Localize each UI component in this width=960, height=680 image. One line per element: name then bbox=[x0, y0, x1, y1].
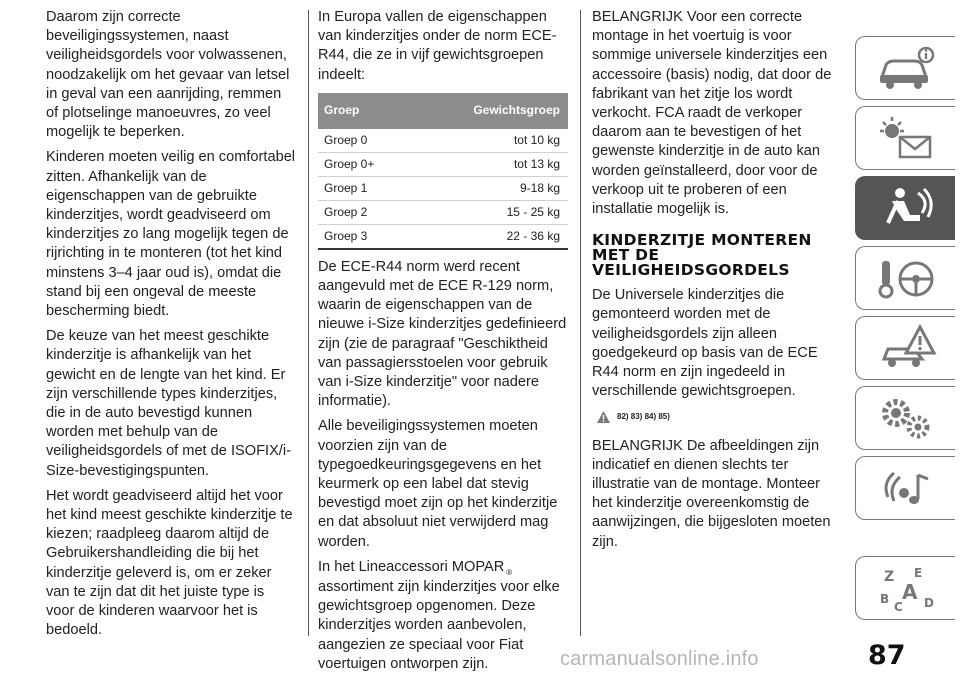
column-divider-left bbox=[308, 10, 309, 636]
paragraph-intro: In Europa vallen de eigenschappen van kinderzitjes onder de norm ECE-R44, die ze in vijf gewichtsgroepen indeelt: bbox=[318, 9, 557, 83]
paragraph: BELANGRIJK Voor een correcte montage in het voertuig is voor sommige universele kinderzitjes een accessoire (basis) nodig, dat door de fabrikant van het zitje los wordt verkocht. FCA raadt de verkoper daarom aan te bevestigen of het gewenste kinderzitje in de auto kan worden geïnstalleerd, door voor de verkoop uit te proberen of een installatie mogelijk is. bbox=[592, 9, 832, 218]
multimedia-music-icon bbox=[874, 463, 938, 513]
svg-text:C: C bbox=[893, 600, 903, 613]
paragraph bbox=[318, 558, 568, 674]
column-3 bbox=[592, 8, 842, 558]
breakdown-triangle-icon bbox=[874, 323, 938, 373]
tab-multimedia[interactable] bbox=[855, 456, 955, 520]
svg-text:A: A bbox=[901, 580, 917, 604]
header-weight: Gewichtsgroep bbox=[414, 93, 568, 129]
paragraph: BELANGRIJK De afbeeldingen zijn indicatief en dienen slechts ter illustratie van de montage. Monteer het kinderzitje overeenkomstig de aanwijzingen, die bijgesloten moeten zijn. bbox=[592, 437, 831, 550]
table-header-row bbox=[318, 93, 568, 129]
table-row bbox=[318, 200, 568, 224]
column-1 bbox=[46, 8, 296, 647]
svg-text:D: D bbox=[923, 596, 934, 610]
table-row bbox=[318, 129, 568, 153]
maintenance-gears-icon bbox=[874, 393, 938, 443]
paragraph: Daarom zijn correcte beveiligingssystemen, naast veiligheidsgordels voor volwassenen, noodzakelijk om het gevaar van letsel in geval van een aanrijding, remmen of plotselinge manoeuvres, zo veel mogelijk te beperken. bbox=[46, 9, 290, 141]
cell-group: Groep 3 bbox=[318, 224, 414, 249]
paragraph: Kinderen moeten veilig en comfortabel zitten. Afhankelijk van de eigenschappen van de gebruikte kinderzitjes, wordt geadviseerd om kinderzitjes zo lang mogelijk tegen de rijrichting in te monteren (tot het kind minstens 3–4 jaar oud is), omdat die stand bij een ongeval de meeste bescherming biedt. bbox=[46, 149, 296, 320]
cell-group: Groep 0 bbox=[318, 129, 414, 153]
tab-emergency[interactable] bbox=[855, 316, 955, 380]
paragraph: Het wordt geadviseerd altijd het voor het kind meest geschikte kinderzitje te kiezen; raadpleeg daarom altijd de Gebruikershandleiding die bij het kinderzitje geleverd is, om er zeker van te zijn dat dit het juiste type is voor de kinderen waarvoor het is bedoeld. bbox=[46, 487, 293, 639]
header-group: Groep bbox=[318, 93, 414, 129]
weight-group-table bbox=[318, 93, 568, 250]
tab-safety[interactable] bbox=[855, 176, 955, 240]
warning-reference bbox=[596, 407, 842, 426]
key-steering-wheel-icon bbox=[874, 253, 938, 303]
section-heading: KINDERZITJE MONTEREN MET DE VEILIGHEIDSGORDELS bbox=[592, 231, 812, 280]
mopar-lead: In het Lineaccessori MOPAR bbox=[318, 558, 505, 575]
cell-group: Groep 0+ bbox=[318, 152, 414, 176]
cell-weight: tot 10 kg bbox=[414, 129, 568, 153]
column-divider-right bbox=[580, 10, 581, 636]
tab-index[interactable] bbox=[855, 556, 955, 620]
seat-airbag-icon bbox=[874, 183, 938, 233]
cell-group: Groep 2 bbox=[318, 200, 414, 224]
paragraph: De Universele kinderzitjes die gemonteerd worden met de veiligheidsgordels zijn alleen goedgekeurd op basis van de ECE R44 norm en zijn ingedeeld in verschillende gewichtsgroepen. bbox=[592, 287, 818, 400]
tab-car-info[interactable] bbox=[855, 36, 955, 100]
cell-weight: tot 13 kg bbox=[414, 152, 568, 176]
paragraph: Alle beveiligingssystemen moeten voorzien zijn van de typegoedkeuringsgegevens en het keurmerk op een label dat stevig bevestigd moet zijn op het kinderzitje en dat absoluut niet verwijderd mag worden. bbox=[318, 418, 558, 550]
cell-group: Groep 1 bbox=[318, 176, 414, 200]
column-2 bbox=[318, 8, 568, 680]
svg-text:B: B bbox=[879, 592, 889, 606]
tab-starting-driving[interactable] bbox=[855, 246, 955, 310]
svg-text:Z: Z bbox=[883, 569, 894, 585]
cell-weight: 15 - 25 kg bbox=[414, 200, 568, 224]
warning-triangle-icon bbox=[596, 410, 611, 424]
car-info-icon bbox=[874, 43, 938, 93]
warning-light-mail-icon bbox=[874, 113, 938, 163]
cell-weight: 22 - 36 kg bbox=[414, 224, 568, 249]
table-row bbox=[318, 176, 568, 200]
tab-maintenance[interactable] bbox=[855, 386, 955, 450]
cell-weight: 9-18 kg bbox=[414, 176, 568, 200]
table-row bbox=[318, 152, 568, 176]
warning-refs-text: 82) 83) 84) 85) bbox=[617, 412, 670, 422]
svg-text:E: E bbox=[913, 566, 922, 580]
paragraph: De ECE-R44 norm werd recent aangevuld met de ECE R-129 norm, waarin de eigenschappen van de nieuwe i-Size kinderzitjes gedefinieerd zijn (zie de paragraaf "Geschiktheid van passagiersstoelen voor gebruik van i-Size kinderzitje" voor nadere informatie). bbox=[318, 258, 567, 410]
registered-mark: ® bbox=[506, 567, 513, 577]
mopar-rest: assortiment zijn kinderzitjes voor elke gewichtsgroep opgenomen. Deze kinderzitjes worden aanbevolen, aangezien ze speciaal voor Fiat voertuigen ontworpen zijn. bbox=[318, 579, 560, 672]
alphabet-index-icon bbox=[874, 563, 938, 613]
tab-warning-lights[interactable] bbox=[855, 106, 955, 170]
page-number: 87 bbox=[868, 640, 906, 671]
watermark: carmanualsonline.info bbox=[560, 648, 759, 670]
paragraph: De keuze van het meest geschikte kinderzitje is afhankelijk van het gewicht en de lengte van het kind. Er zijn verschillende types kinderzitjes, die in de auto bevestigd kunnen worden met behulp van de veiligheidsgordels of met de ISOFIX/i-Size-bevestigingspunten. bbox=[46, 328, 291, 479]
table-row bbox=[318, 224, 568, 249]
